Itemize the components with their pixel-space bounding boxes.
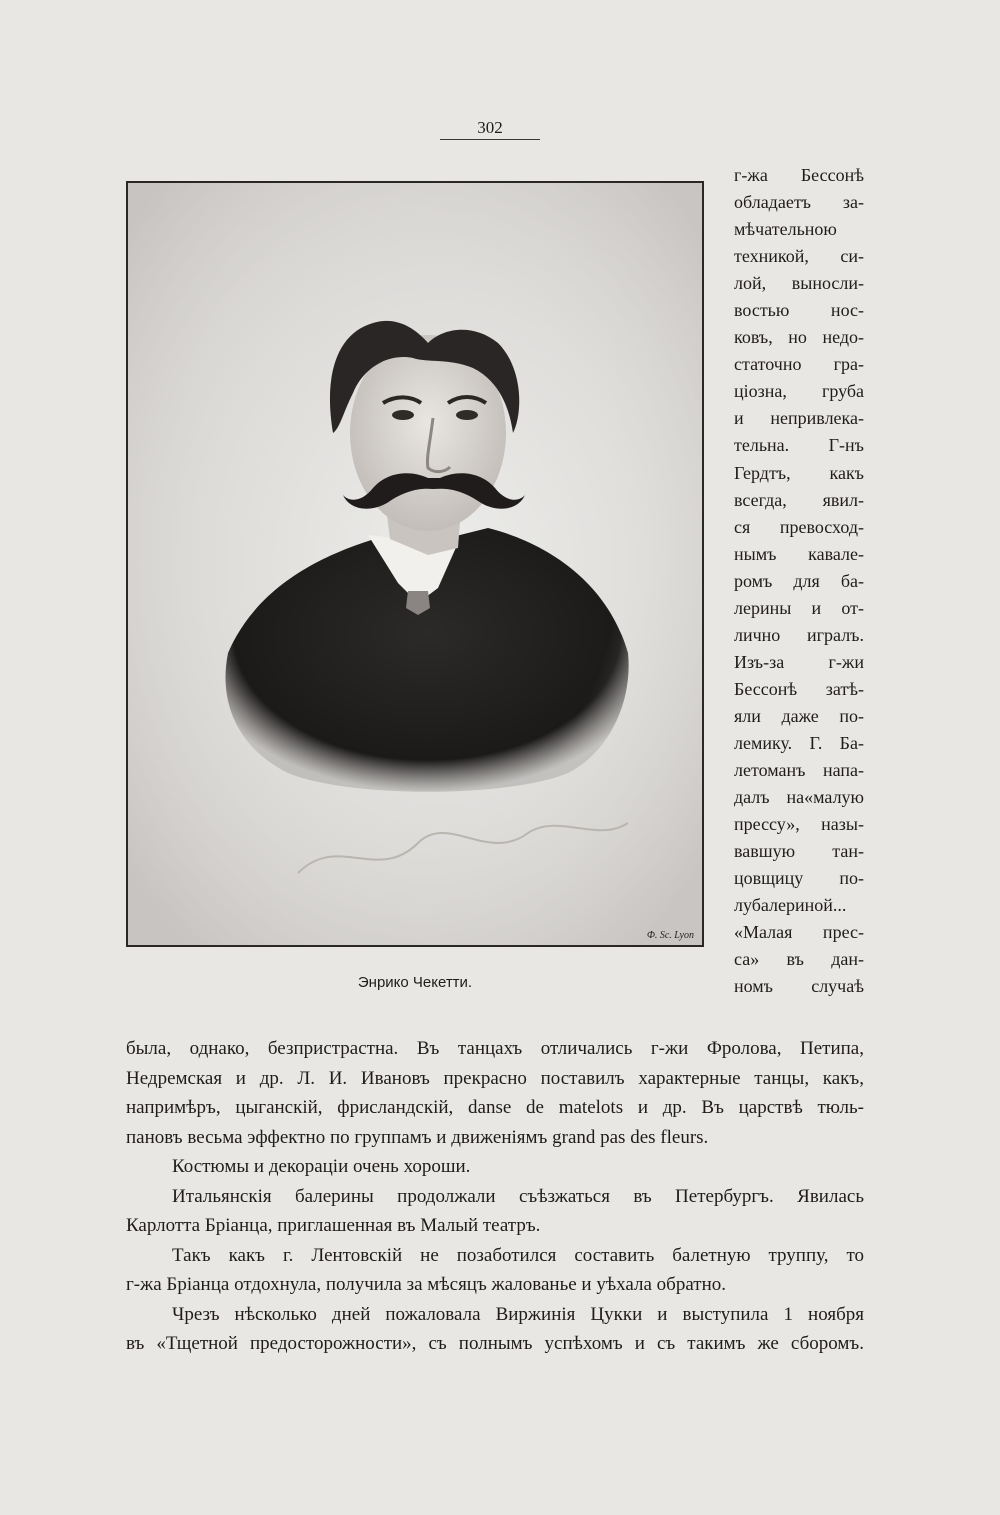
body-line: напримѣръ, цыганскій, фрисландскій, danse de matelots и др. Въ царствѣ тюль- bbox=[126, 1097, 864, 1118]
body-text bbox=[126, 1034, 864, 1359]
portrait-figure bbox=[126, 181, 704, 947]
body-line: Итальянскія балерины продолжали съѣзжаться въ Петербургъ. Явилась bbox=[172, 1185, 864, 1207]
side-line: тельна. Г-нъ bbox=[734, 435, 864, 456]
body-line: въ «Тщетной предосторожности», съ полнымъ успѣхомъ и съ такимъ же сборомъ. bbox=[126, 1333, 864, 1354]
page-number: 302 bbox=[477, 118, 503, 137]
side-line: лично игралъ. bbox=[734, 624, 864, 645]
side-line: лубалериной... bbox=[734, 895, 847, 916]
side-line: г-жа Бессонѣ bbox=[734, 165, 864, 185]
body-line: Недремская и др. Л. И. Ивановъ прекрасно поставилъ характерные танцы, какъ, bbox=[126, 1067, 864, 1089]
side-line: мѣчательною bbox=[734, 219, 837, 240]
side-line: обладаетъ за- bbox=[734, 192, 864, 213]
body-line: Такъ какъ г. Лентовскій не позаботился составить балетную труппу, то bbox=[172, 1244, 864, 1266]
side-line: цовщицу по- bbox=[734, 868, 864, 889]
side-line: яли даже по- bbox=[734, 705, 864, 726]
body-line: Чрезъ нѣсколько дней пожаловала Виржинія Цукки и выступила 1 ноября bbox=[172, 1303, 864, 1325]
side-line: прессу», назы- bbox=[734, 814, 864, 835]
side-line: Изъ-за г-жи bbox=[734, 651, 864, 672]
side-line: лой, выносли- bbox=[734, 273, 864, 294]
side-line: номъ случаѣ bbox=[734, 976, 864, 997]
side-line: Бессонѣ затѣ- bbox=[734, 678, 864, 699]
body-line: г-жа Бріанца отдохнула, получила за мѣсяцъ жалованье и уѣхала обратно. bbox=[126, 1274, 727, 1295]
body-line: Карлотта Бріанца, приглашенная въ Малый театръ. bbox=[126, 1215, 541, 1236]
side-line: и непривлека- bbox=[734, 408, 864, 429]
engraver-mark: Ф. Sc. Lyon bbox=[646, 930, 694, 941]
side-line: далъ на«малую bbox=[734, 787, 864, 808]
page-number-rule bbox=[440, 139, 540, 140]
side-line: востью нос- bbox=[734, 300, 864, 321]
portrait-photo bbox=[128, 183, 702, 945]
side-line: нымъ кавале- bbox=[734, 543, 864, 564]
body-line: пановъ весьма эффектно по группамъ и движеніямъ grand pas des fleurs. bbox=[126, 1126, 709, 1148]
body-line: Костюмы и декораціи очень хороши. bbox=[172, 1156, 471, 1177]
side-line: лерины и от- bbox=[734, 597, 864, 618]
side-line: статочно гра- bbox=[734, 354, 864, 375]
side-line: всегда, явил- bbox=[734, 489, 864, 510]
side-line: летоманъ напа- bbox=[734, 760, 864, 781]
side-line: техникой, си- bbox=[734, 246, 864, 267]
side-line: «Малая прес- bbox=[734, 922, 864, 943]
side-line: ковъ, но недо- bbox=[734, 327, 864, 348]
side-line: ся превосход- bbox=[734, 516, 864, 537]
side-line: лемику. Г. Ба- bbox=[734, 732, 864, 753]
body-line: была, однако, безпристрастна. Въ танцахъ отличались г-жи Фролова, Петипа, bbox=[126, 1038, 864, 1059]
figure-caption: Энрико Чекетти. bbox=[357, 974, 473, 991]
side-line: вавшую тан- bbox=[734, 841, 864, 862]
side-line: ціозна, груба bbox=[734, 381, 864, 402]
side-column bbox=[734, 162, 864, 1000]
side-line: ромъ для ба- bbox=[734, 570, 864, 591]
side-line: Гердтъ, какъ bbox=[734, 462, 864, 483]
side-line: са» въ дан- bbox=[734, 949, 864, 970]
